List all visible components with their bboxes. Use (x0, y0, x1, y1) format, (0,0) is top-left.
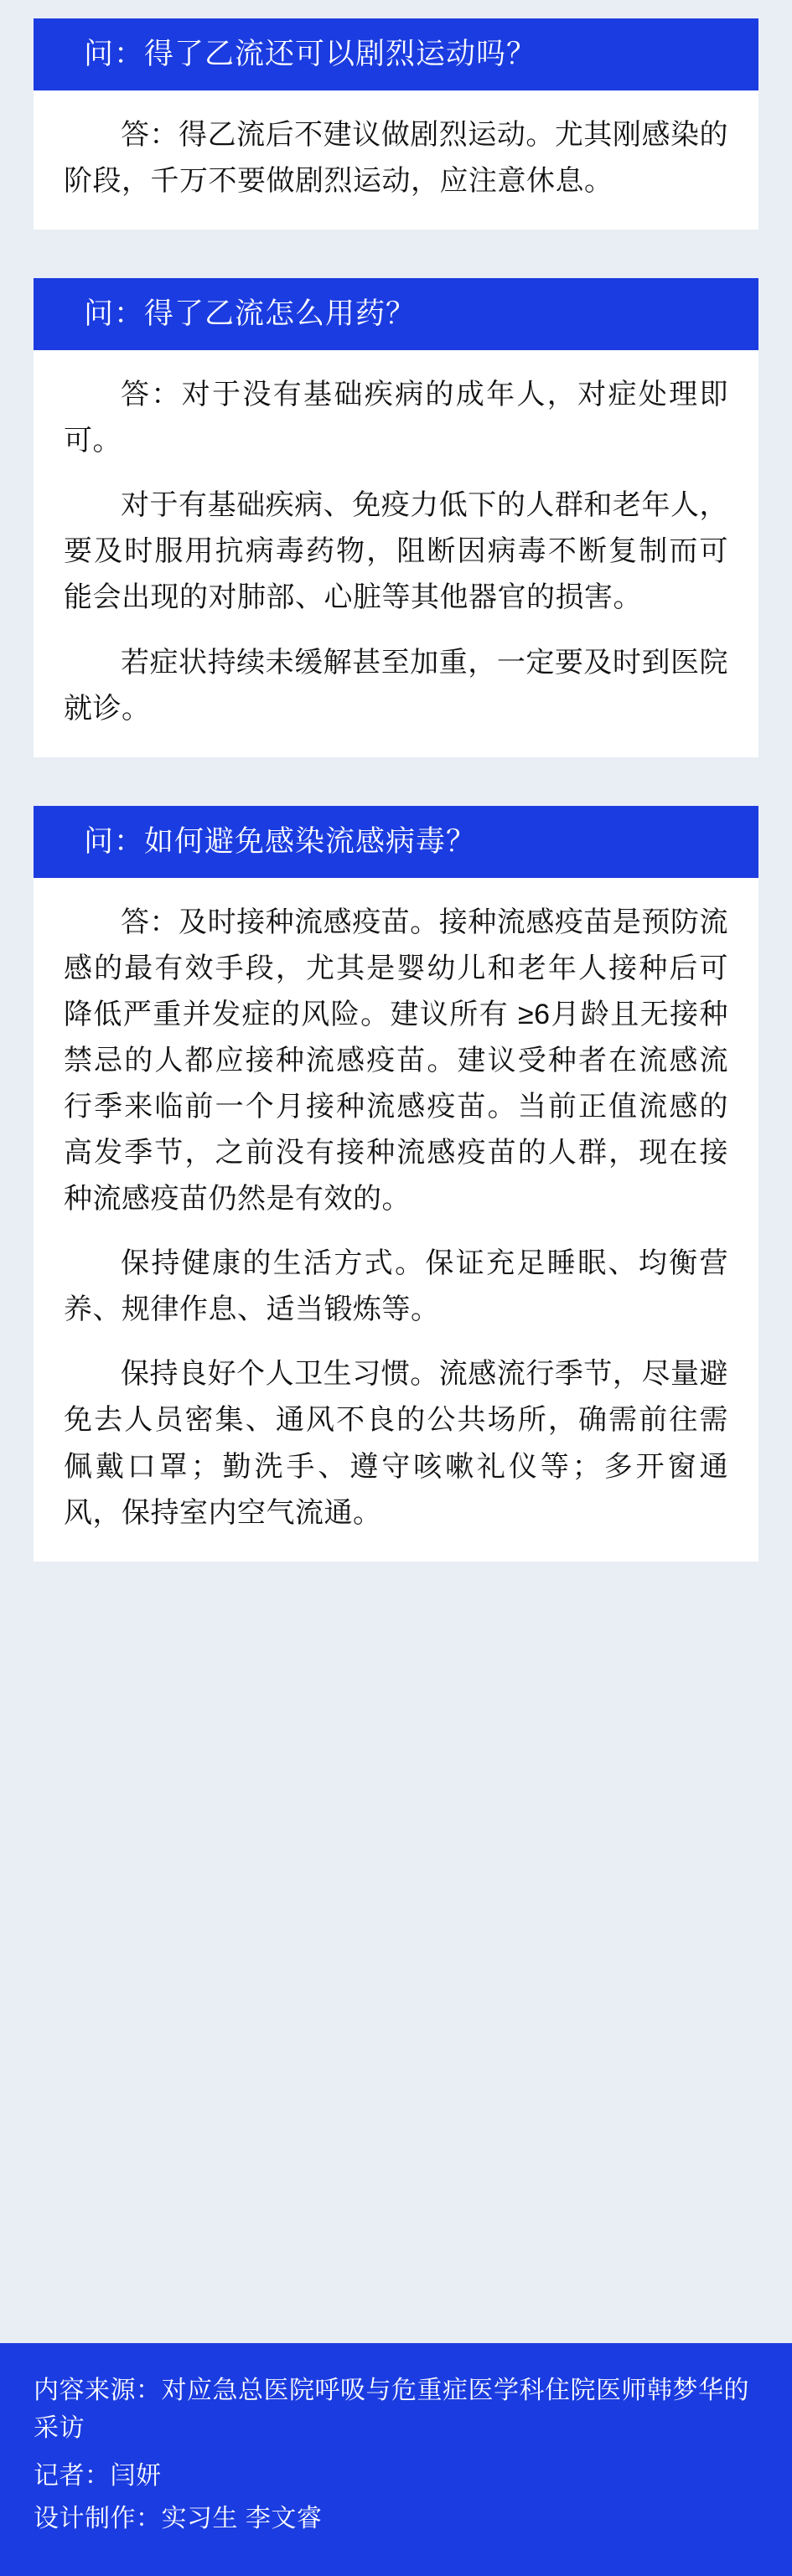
answer-paragraph: 保持良好个人卫生习惯。流感流行季节，尽量避免去人员密集、通风不良的公共场所，确需前往需佩戴口罩；勤洗手、遵守咳嗽礼仪等；多开窗通风，保持室内空气流通。 (64, 1358, 728, 1529)
answer-paragraph: 答：得乙流后不建议做剧烈运动。尤其刚感染的阶段，千万不要做剧烈运动，应注意休息。 (64, 119, 728, 198)
question-bar-2: 问：得了乙流怎么用药？ (34, 278, 758, 350)
question-bar-3: 问：如何避免感染流感病毒？ (34, 806, 758, 878)
footer-designer: 设计制作：实习生 李文睿 (34, 2505, 323, 2532)
bottom-spacer (0, 1610, 792, 1618)
footer-source-text: 对应急总医院呼吸与危重症医学科住院医师韩梦华的采访 (34, 2377, 749, 2442)
footer-reporter: 记者：闫妍 (34, 2462, 162, 2490)
answer-paragraph: 若症状持续未缓解甚至加重，一定要及时到医院就诊。 (64, 646, 728, 725)
answer-paragraph: 答：及时接种流感疫苗。接种流感疫苗是预防流感的最有效手段，尤其是婴幼儿和老年人接种后可降低严重并发症的风险。建议所有 ≥6月龄且无接种禁忌的人都应接种流感疫苗。建议受种者在流感流行季来临前一个月接种流感疫苗。当前正值流感的高发季节，之前没有接种流感疫苗的人群，现在接种流感疫苗仍然是有效的。 (64, 906, 728, 1216)
answer-paragraph: 答：对于没有基础疾病的成年人，对症处理即可。 (64, 379, 728, 457)
qa-block-2 (34, 278, 758, 757)
footer-credits (0, 2343, 792, 2576)
answer-paragraph: 保持健康的生活方式。保证充足睡眠、均衡营养、规律作息、适当锻炼等。 (64, 1247, 728, 1326)
answer-body-2 (34, 350, 758, 757)
answer-paragraph: 对于有基础疾病、免疫力低下的人群和老年人，要及时服用抗病毒药物，阻断因病毒不断复制而可能会出现的对肺部、心脏等其他器官的损害。 (64, 489, 728, 614)
footer-source (34, 2372, 758, 2447)
answer-body-1 (34, 90, 758, 230)
footer-source-label: 内容来源： (34, 2377, 162, 2404)
qa-block-3 (34, 806, 758, 1562)
qa-block-1 (34, 18, 758, 230)
answer-body-3 (34, 878, 758, 1562)
question-bar-1: 问：得了乙流还可以剧烈运动吗？ (34, 18, 758, 90)
